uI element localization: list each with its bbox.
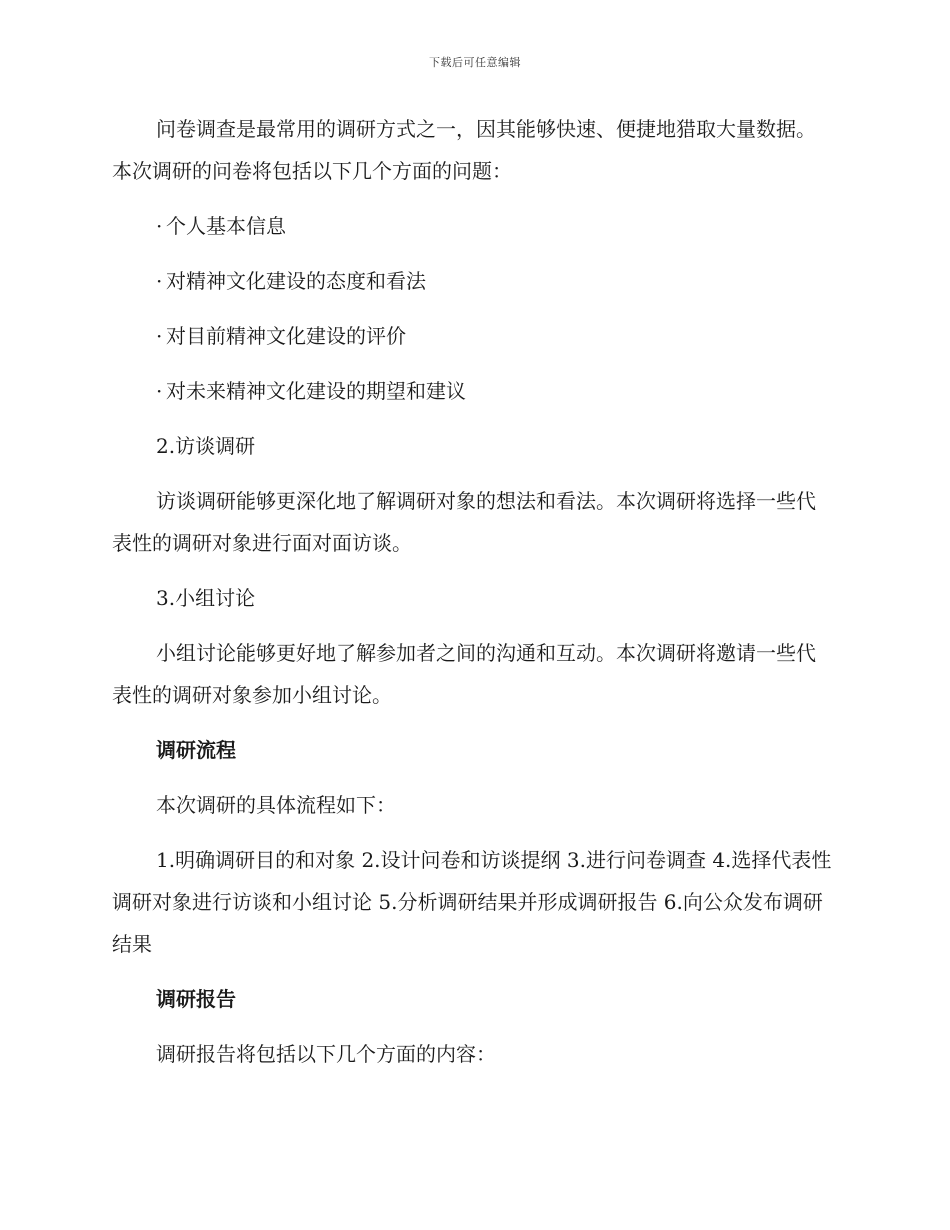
bullet-item: [112, 370, 832, 412]
bullet-mark: ·: [156, 214, 163, 238]
document-body: [112, 108, 832, 1075]
section-3-paragraph: 小组讨论能够更好地了解参加者之间的沟通和互动。本次调研将邀请一些代表性的调研对象参加小组讨论。: [112, 641, 816, 707]
bullet-item: [112, 260, 832, 302]
bullet-text: 个人基本信息: [166, 214, 286, 238]
bullet-mark: ·: [156, 379, 163, 403]
page-header: 下载后可任意编辑: [429, 56, 521, 69]
report-intro: 调研报告将包括以下几个方面的内容：: [156, 1042, 496, 1066]
intro-paragraph: 问卷调查是最常用的调研方式之一，因其能够快速、便捷地猎取大量数据。本次调研的问卷将包括以下几个方面的问题：: [112, 117, 816, 183]
flow-steps-paragraph: 1.明确调研目的和对象 2.设计问卷和访谈提纲 3.进行问卷调查 4.选择代表性调研对象进行访谈和小组讨论 5.分析调研结果并形成调研报告 6.向公众发布调研结果: [112, 848, 832, 956]
bullet-text: 对未来精神文化建设的期望和建议: [166, 379, 466, 403]
bullet-mark: ·: [156, 269, 163, 293]
bullet-item: [112, 315, 832, 357]
bullet-text: 对精神文化建设的态度和看法: [166, 269, 426, 293]
flow-heading: 调研流程: [156, 738, 236, 762]
section-3-title: 3.小组讨论: [156, 586, 256, 610]
section-2-paragraph: 访谈调研能够更深化地了解调研对象的想法和看法。本次调研将选择一些代表性的调研对象进行面对面访谈。: [112, 489, 816, 555]
report-heading: 调研报告: [156, 987, 236, 1011]
bullet-item: [112, 205, 832, 247]
bullet-text: 对目前精神文化建设的评价: [166, 324, 406, 348]
flow-intro: 本次调研的具体流程如下：: [156, 793, 396, 817]
section-2-title: 2.访谈调研: [156, 434, 256, 458]
bullet-mark: ·: [156, 324, 163, 348]
